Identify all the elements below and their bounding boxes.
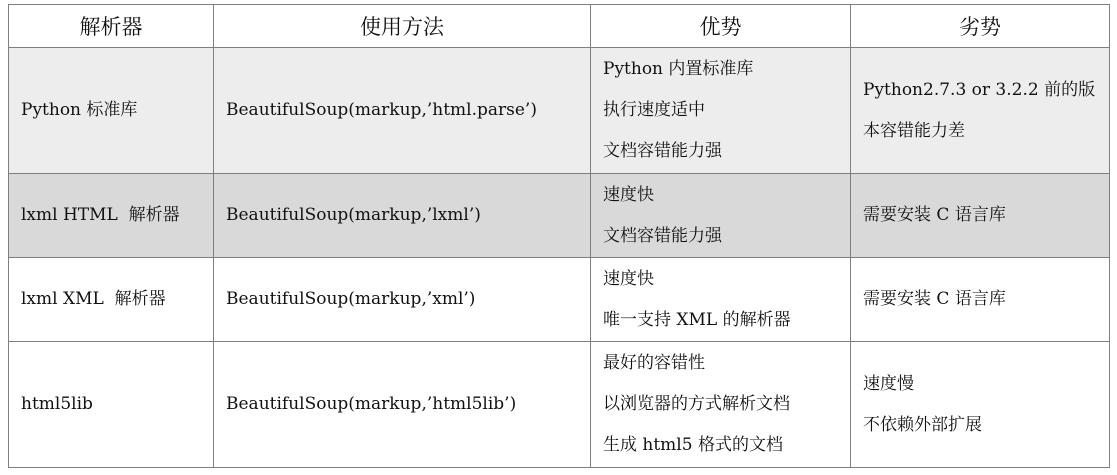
table-row	[9, 174, 1110, 258]
advantage-item: 速度快	[603, 268, 654, 289]
advantage-item: 文档容错能力强	[603, 225, 722, 246]
advantage-item: 最好的容错性	[603, 353, 705, 373]
advantage-item: 文档容错能力强	[603, 141, 722, 161]
disadvantages-cell	[851, 342, 1110, 468]
table-row	[9, 258, 1110, 342]
header-usage: 使用方法	[214, 5, 591, 48]
table-row	[9, 342, 1110, 468]
header-advantages: 优势	[591, 5, 851, 48]
parser-cell: Python 标准库	[9, 48, 214, 174]
usage-cell: BeautifulSoup(markup,’lxml’)	[214, 174, 591, 258]
disadvantage-item: 需要安装 C 语言库	[863, 205, 1006, 225]
advantage-item: 唯一支持 XML 的解析器	[603, 309, 791, 330]
parser-cell: lxml XML 解析器	[9, 258, 214, 342]
advantages-cell	[591, 48, 851, 174]
disadvantage-item: 本容错能力差	[863, 120, 965, 141]
disadvantage-item: 需要安装 C 语言库	[863, 289, 1006, 309]
advantage-item: 速度快	[603, 184, 654, 205]
disadvantages-cell	[851, 174, 1110, 258]
parser-comparison-table	[8, 4, 1110, 468]
disadvantage-item: 不依赖外部扩展	[863, 414, 982, 435]
usage-cell: BeautifulSoup(markup,’html.parse’)	[214, 48, 591, 174]
disadvantage-item: 速度慢	[863, 373, 914, 394]
advantage-item: Python 内置标准库	[603, 59, 754, 79]
usage-cell: BeautifulSoup(markup,’html5lib’)	[214, 342, 591, 468]
parser-cell: lxml HTML 解析器	[9, 174, 214, 258]
usage-cell: BeautifulSoup(markup,’xml’)	[214, 258, 591, 342]
disadvantage-item: Python2.7.3 or 3.2.2 前的版	[863, 79, 1096, 100]
header-parser: 解析器	[9, 5, 214, 48]
disadvantages-cell	[851, 48, 1110, 174]
advantages-cell	[591, 174, 851, 258]
parser-cell: html5lib	[9, 342, 214, 468]
advantage-item: 以浏览器的方式解析文档	[603, 394, 790, 414]
disadvantages-cell	[851, 258, 1110, 342]
advantages-cell	[591, 342, 851, 468]
table-row	[9, 48, 1110, 174]
advantage-item: 生成 html5 格式的文档	[603, 435, 783, 455]
table-header-row	[9, 5, 1110, 48]
advantages-cell	[591, 258, 851, 342]
advantage-item: 执行速度适中	[603, 100, 705, 120]
header-disadvantages: 劣势	[851, 5, 1110, 48]
